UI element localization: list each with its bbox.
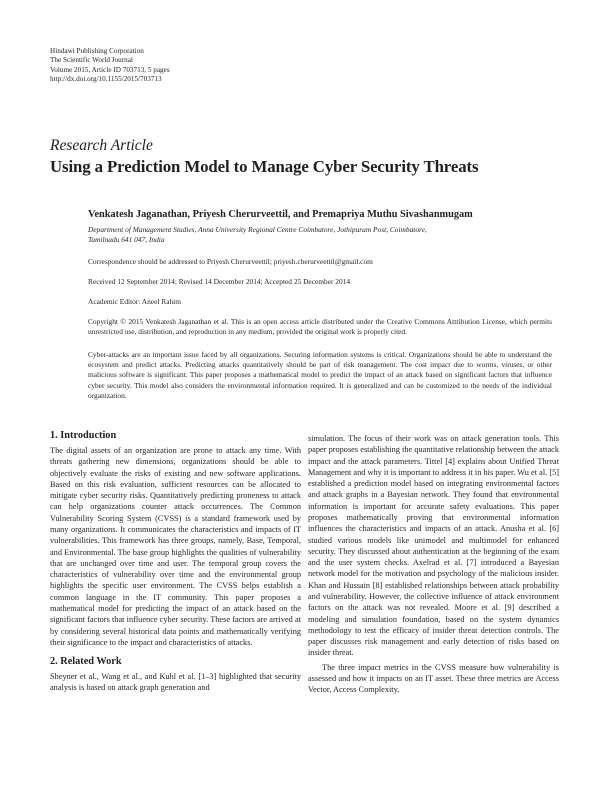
copyright-notice: Copyright © 2015 Venkatesh Jaganathan et al. This is an open access article distributed under the Creative Commons Attribution License, which permits unrestricted use, distribution, and reproduction in any medium, provided the original work is properly cited. [88,317,552,337]
publisher-name: Hindawi Publishing Corporation [50,47,144,55]
affiliation [88,225,552,245]
author-list: Venkatesh Jaganathan, Priyesh Cherurveettil, and Premapriya Muthu Sivashanmugam [88,209,473,220]
volume-info: Volume 2015, Article ID 703713, 5 pages [50,65,170,74]
abstract: Cyber-attacks are an important issue faced by all organizations. Securing information systems is critical. Organizations should be able to understand the ecosystem and predict attacks. Predicting attacks quantitatively should be part of risk management. The cost impact due to worms, viruses, or other malicious software is significant. This paper proposes a mathematical model to predict the impact of an attack based on significant factors that influence cyber security. This model also considers the environmental information required. It is generalized and can be customized to the needs of the individual organization. [88,350,552,400]
journal-name: The Scientific World Journal [50,56,133,65]
publication-dates: Received 12 September 2014; Revised 14 December 2014; Accepted 25 December 2014 [88,277,351,286]
doi-link[interactable]: http://dx.doi.org/10.1155/2015/703713 [50,74,162,83]
section-heading-introduction: 1. Introduction [50,430,117,441]
article-type: Research Article [50,137,153,154]
right-column [308,433,559,695]
affiliation-line: Department of Management Studies, Anna University Regional Centre Coimbatore, Jothipuram Post, Coimbatore, [88,225,427,234]
article-title: Using a Prediction Model to Manage Cyber Security Threats [50,157,479,176]
academic-editor: Academic Editor: Aneel Rahim [88,297,181,306]
affiliation-line: Tamilnadu 641 047, India [88,235,165,245]
left-column [50,429,301,694]
body-paragraph: The digital assets of an organization are prone to attack any time. With threats gathering new dimensions, organizations should be able to objectively evaluate the risks of existing and new software applications. Based on this risk evaluation, sufficient resources can be allocated to mitigate cyber security risks. Quantitatively predicting proneness to attack can help organizations counter attack occurrences. The Common Vulnerability Scoring System (CVSS) is a standard framework used by many organizations. It communicates the characteristics and impacts of IT vulnerabilities. This framework has three groups, namely, Base, Temporal, and Environmental. The base group highlights the qualities of vulnerability that are unchanged over time and user. The temporal group covers the characteristics of vulnerability over time and the environmental group highlights the specific user environment. The CVSS helps establish a common language in the IT community. This paper proposes a mathematical model for predicting the impact of an attack based on the significant factors that influence cyber security. These factors are arrived at by considering several historical data points and mathematically verifying their significance to the impact and characteristics of attacks. [50,446,301,647]
body-paragraph: Sheyner et al., Wang et al., and Kuhl et al. [1–3] highlighted that security analysis is based on attack graph generation and [50,672,301,693]
correspondence: Correspondence should be addressed to Priyesh Cherurveettil; priyesh.cherurveettil@gmail.com [88,257,373,266]
journal-header [50,47,170,84]
body-paragraph: The three impact metrics in the CVSS measure how vulnerability is assessed and how it impacts on an IT asset. These three metrics are Access Vector, Access Complexity, [308,662,559,695]
body-paragraph: simulation. The focus of their work was on attack generation tools. This paper proposes establishing the quantitative relationship between the attack impact and the attack parameters. Tittel [4] explains about Unified Threat Management and why it is important to address it in his paper. Wu et al. [5] established a prediction model based on integrating environmental factors and attack graphs in a Bayesian network. They found that environmental information is important for accurate safety evaluations. This paper proposes mathematically proving that environmental information influences the characteristics and impacts of an attack. Anusha et al. [6] studied various models like unimodel and multimodel for enhanced security. They discussed about authentication at the beginning of the exam and the user system checks. Axelrad et al. [7] introduced a Bayesian network model for the motivation and psychology of the malicious insider. Khan and Hussain [8] established relationships between attack probability and vulnerability. However, the collective influence of attack environment factors on the attack was not revealed. Moore et al. [9] described a modeling and simulation foundation, based on the system dynamics methodology to test the efficacy of insider threat detection controls. The paper discusses risk management and early detection of risks based on insider threat. [308,434,559,658]
section-heading-related-work: 2. Related Work [50,656,122,668]
